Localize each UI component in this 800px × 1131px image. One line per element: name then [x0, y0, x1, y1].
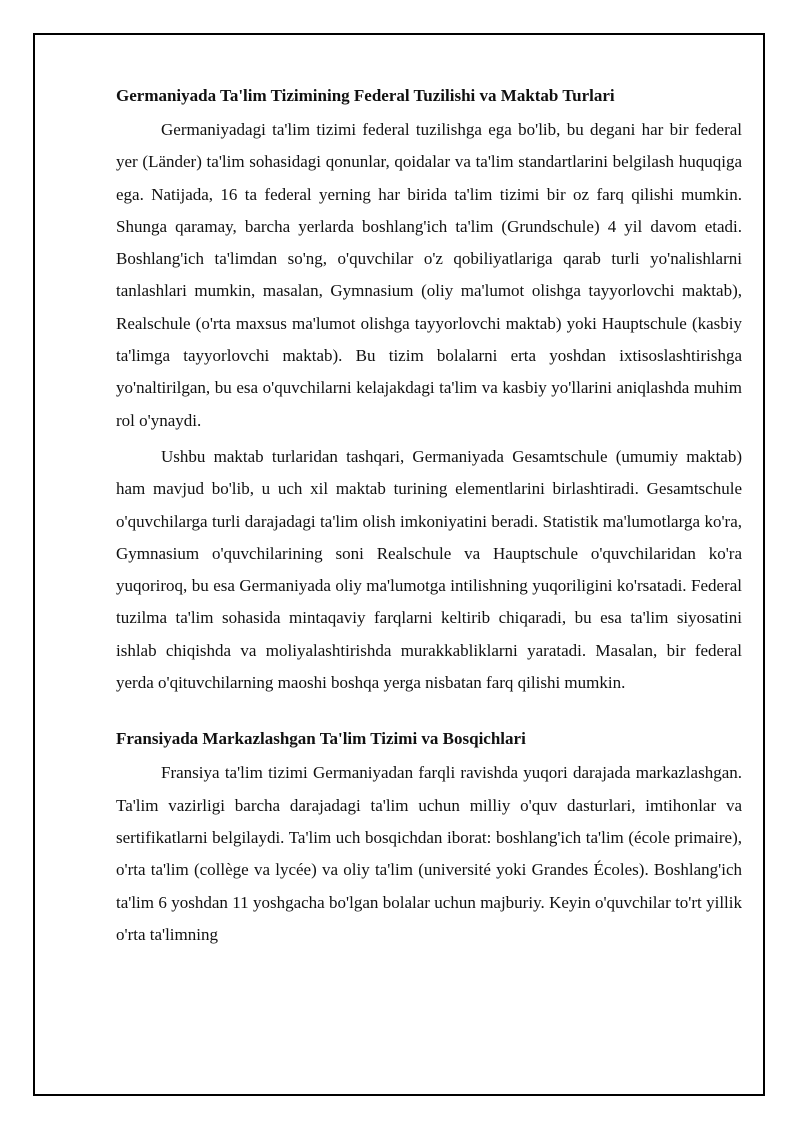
section-heading-germany: Germaniyada Ta'lim Tizimining Federal Tuzilishi va Maktab Turlari	[116, 86, 615, 105]
document-body	[116, 84, 742, 951]
section-heading-france: Fransiyada Markazlashgan Ta'lim Tizimi va Bosqichlari	[116, 729, 526, 749]
paragraph-germany-1: Germaniyadagi ta'lim tizimi federal tuzilishga ega bo'lib, bu degani har bir federal yer (Länder) ta'lim sohasidagi qonunlar, qoidalar va ta'lim standartlarini belgilash huquqiga ega. Natijada, 16 ta federal yerning har birida ta'lim tizimi bir oz farq qilishi mumkin. Shunga qaramay, barcha yerlarda boshlang'ich ta'lim (Grundschule) 4 yil davom etadi. Boshlang'ich ta'limdan so'ng, o'quvchilar o'z qobiliyatlariga qarab turli yo'nalishlarni tanlashlari mumkin, masalan, Gymnasium (oliy ma'lumot olishga tayyorlovchi maktab), Realschule (o'rta maxsus ma'lumot olishga tayyorlovchi maktab) yoki Hauptschule (kasbiy ta'limga tayyorlovchi maktab). Bu tizim bolalarni erta yoshdan ixtisoslashtirishga yo'naltirilgan, bu esa o'quvchilarni kelajakdagi ta'lim va kasbiy yo'llarini aniqlashda muhim rol o'ynaydi.	[116, 120, 742, 430]
paragraph-germany-2: Ushbu maktab turlaridan tashqari, Germaniyada Gesamtschule (umumiy maktab) ham mavjud bo'lib, u uch xil maktab turining elementlarini birlashtiradi. Gesamtschule o'quvchilarga turli darajadagi ta'lim olish imkoniyatini beradi. Statistik ma'lumotlarga ko'ra, Gymnasium o'quvchilarining soni Realschule va Hauptschule o'quvchilaridan ko'ra yuqoriroq, bu esa Germaniyada oliy ma'lumotga intilishning yuqoriligini ko'rsatadi. Federal tuzilma ta'lim sohasida mintaqaviy farqlarni keltirib chiqaradi, bu esa ta'lim siyosatini ishlab chiqishda va moliyalashtirishda murakkabliklarni yaratadi. Masalan, bir federal yerda o'qituvchilarning maoshi boshqa yerga nisbatan farq qilishi mumkin.	[116, 446, 742, 693]
paragraph-france-1: Fransiya ta'lim tizimi Germaniyadan farqli ravishda yuqori darajada markazlashgan. Ta'lim vazirligi barcha darajadagi ta'lim uchun milliy o'quv dasturlari, imtihonlar va sertifikatlarni belgilaydi. Ta'lim uch bosqichdan iborat: boshlang'ich ta'lim (école primaire), o'rta ta'lim (collège va lycée) va oliy ta'lim (université yoki Grandes Écoles). Boshlang'ich ta'lim 6 yoshdan 11 yoshgacha bo'lgan bolalar uchun majburiy. Keyin o'quvchilar to'rt yillik o'rta ta'limning	[116, 763, 742, 944]
